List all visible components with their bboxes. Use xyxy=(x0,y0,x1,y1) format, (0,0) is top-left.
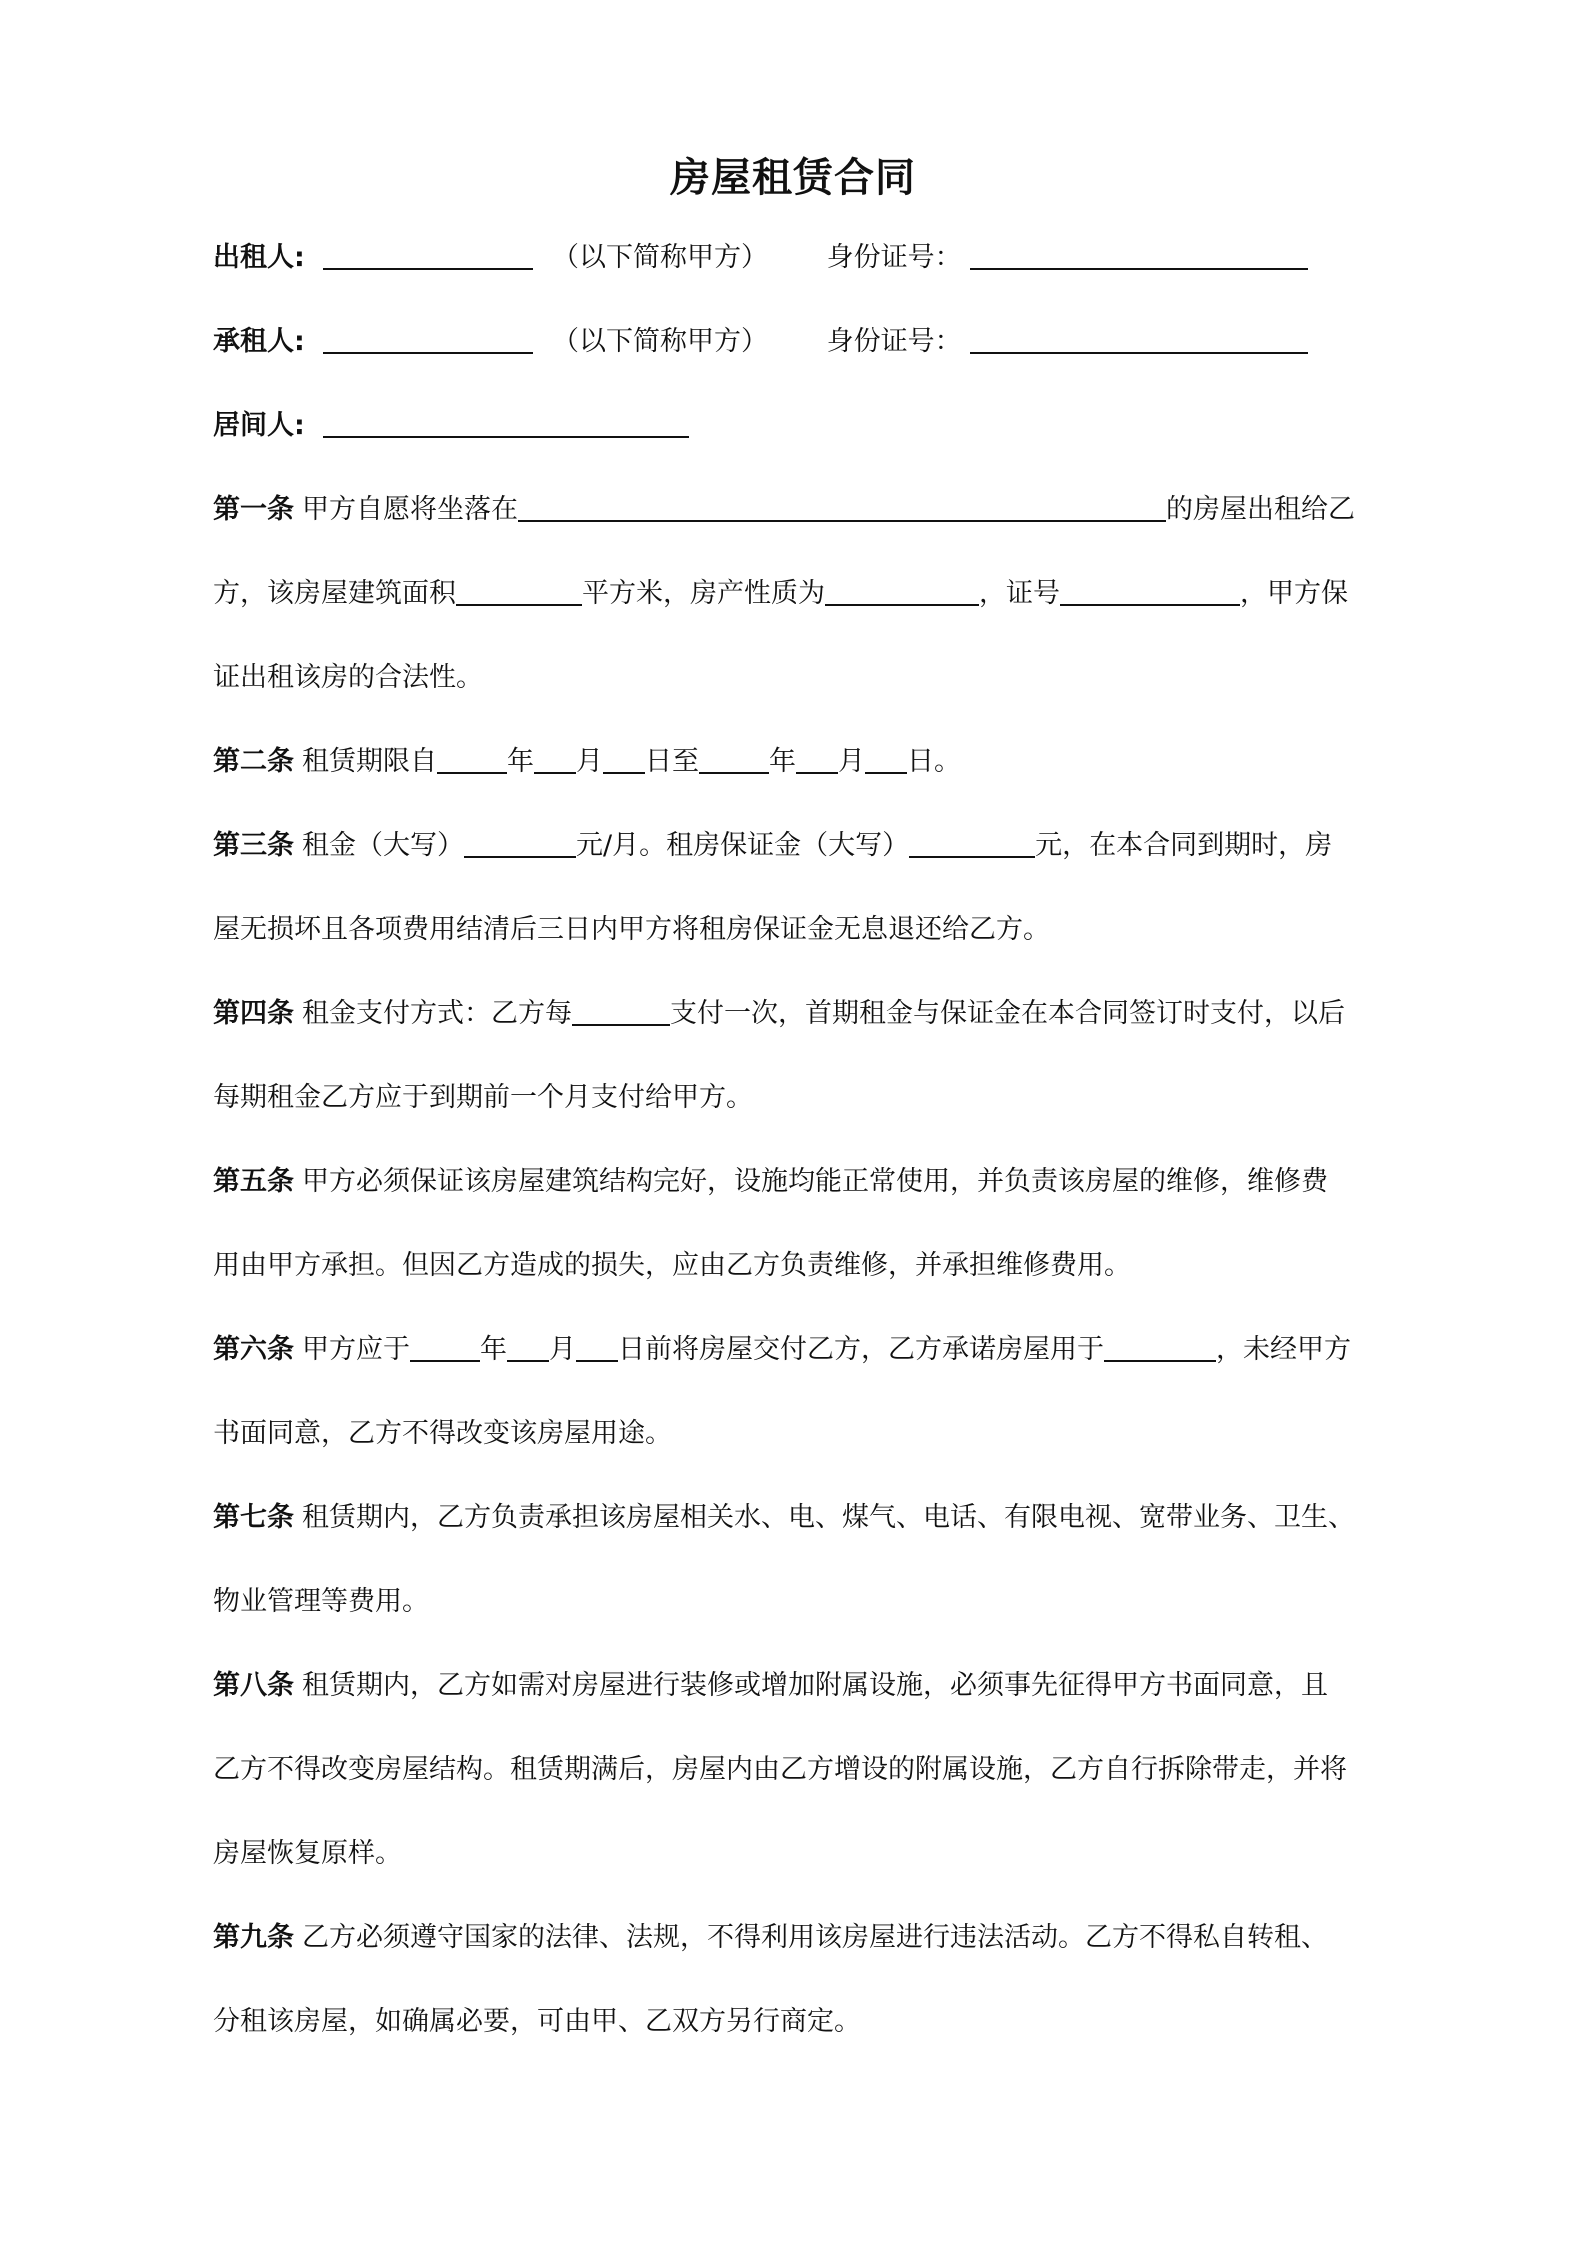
article-6-label: 第六条 xyxy=(213,1334,294,1365)
article-3-label: 第三条 xyxy=(213,830,294,861)
article-8-line-2 xyxy=(213,1748,1383,1792)
payment-period-blank[interactable] xyxy=(572,994,670,1026)
article-5-line-2 xyxy=(213,1244,1383,1288)
article-8-label: 第八条 xyxy=(213,1670,294,1701)
handover-month-blank[interactable] xyxy=(507,1330,549,1362)
document-title: 房屋租赁合同 xyxy=(670,155,916,201)
article-5-line-1 xyxy=(213,1160,1383,1204)
lessor-id-label: 身份证号： xyxy=(826,242,962,273)
article-1-text: ，证号 xyxy=(979,578,1060,609)
article-6-text: ，未经甲方 xyxy=(1216,1334,1351,1365)
article-2-text: 租赁期限自 xyxy=(302,746,437,777)
lessor-name-blank[interactable] xyxy=(323,238,533,270)
lessee-abbrev: （以下简称甲方） xyxy=(552,326,768,357)
article-2-text: 日至 xyxy=(645,746,699,777)
article-3-text: 元，在本合同到期时，房 xyxy=(1035,830,1333,861)
end-month-blank[interactable] xyxy=(796,742,838,774)
deposit-blank[interactable] xyxy=(909,826,1035,858)
lessee-label: 承租人: xyxy=(213,326,305,357)
article-5-text: 用由甲方承担。但因乙方造成的损失，应由乙方负责维修，并承担维修费用。 xyxy=(213,1250,1131,1281)
handover-day-blank[interactable] xyxy=(576,1330,618,1362)
handover-year-blank[interactable] xyxy=(410,1330,480,1362)
article-1-text: ，甲方保 xyxy=(1240,578,1348,609)
lessor-label: 出租人: xyxy=(213,242,305,273)
article-8-text: 房屋恢复原样。 xyxy=(213,1838,402,1869)
article-6-text: 甲方应于 xyxy=(302,1334,410,1365)
article-4-text: 每期租金乙方应于到期前一个月支付给甲方。 xyxy=(213,1082,753,1113)
agent-name-blank[interactable] xyxy=(323,406,689,438)
year-label: 年 xyxy=(480,1334,507,1365)
article-4-line-1 xyxy=(213,992,1383,1036)
month-label: 月 xyxy=(576,746,603,777)
end-year-blank[interactable] xyxy=(699,742,769,774)
article-9-label: 第九条 xyxy=(213,1922,294,1953)
article-7-line-2 xyxy=(213,1580,1383,1624)
article-1-text: 甲方自愿将坐落在 xyxy=(302,494,518,525)
article-1-label: 第一条 xyxy=(213,494,294,525)
article-7-text: 租赁期内，乙方负责承担该房屋相关水、电、煤气、电话、有限电视、宽带业务、卫生、 xyxy=(302,1502,1355,1533)
lessor-abbrev: （以下简称甲方） xyxy=(552,242,768,273)
article-1-text: 证出租该房的合法性。 xyxy=(213,662,483,693)
floor-area-blank[interactable] xyxy=(456,574,582,606)
article-6-text: 书面同意，乙方不得改变该房屋用途。 xyxy=(213,1418,672,1449)
article-3-text: 元/月。租房保证金（大写） xyxy=(576,830,910,861)
article-4-text: 租金支付方式：乙方每 xyxy=(302,998,572,1029)
certificate-number-blank[interactable] xyxy=(1060,574,1240,606)
article-8-text: 乙方不得改变房屋结构。租赁期满后，房屋内由乙方增设的附属设施，乙方自行拆除带走，并将 xyxy=(213,1754,1347,1785)
article-5-text: 甲方必须保证该房屋建筑结构完好，设施均能正常使用，并负责该房屋的维修，维修费 xyxy=(302,1166,1328,1197)
property-address-blank[interactable] xyxy=(518,490,1166,522)
article-2-text: 日。 xyxy=(907,746,961,777)
article-8-line-3 xyxy=(213,1832,1383,1876)
article-7-line-1 xyxy=(213,1496,1383,1540)
property-nature-blank[interactable] xyxy=(825,574,979,606)
article-1-text: 方，该房屋建筑面积 xyxy=(213,578,456,609)
agent-row xyxy=(213,404,1383,448)
article-6-line-2 xyxy=(213,1412,1383,1456)
article-1-line-3 xyxy=(213,656,1383,700)
article-2-label: 第二条 xyxy=(213,746,294,777)
lessee-row xyxy=(213,320,1383,364)
article-9-line-1 xyxy=(213,1916,1383,1960)
article-1-text: 的房屋出租给乙 xyxy=(1166,494,1355,525)
article-6-text: 日前将房屋交付乙方，乙方承诺房屋用于 xyxy=(618,1334,1104,1365)
month-label: 月 xyxy=(838,746,865,777)
article-1-line-2 xyxy=(213,572,1383,616)
lessor-id-blank[interactable] xyxy=(970,238,1308,270)
lessee-id-blank[interactable] xyxy=(970,322,1308,354)
article-4-text: 支付一次，首期租金与保证金在本合同签订时支付，以后 xyxy=(670,998,1345,1029)
article-1-line-1 xyxy=(213,488,1383,532)
article-9-text: 乙方必须遵守国家的法律、法规，不得利用该房屋进行违法活动。乙方不得私自转租、 xyxy=(302,1922,1328,1953)
start-month-blank[interactable] xyxy=(534,742,576,774)
article-8-text: 租赁期内，乙方如需对房屋进行装修或增加附属设施，必须事先征得甲方书面同意，且 xyxy=(302,1670,1328,1701)
year-label: 年 xyxy=(507,746,534,777)
article-3-text: 租金（大写） xyxy=(302,830,464,861)
lessee-name-blank[interactable] xyxy=(323,322,533,354)
article-7-label: 第七条 xyxy=(213,1502,294,1533)
monthly-rent-blank[interactable] xyxy=(464,826,576,858)
article-8-line-1 xyxy=(213,1664,1383,1708)
article-9-text: 分租该房屋，如确属必要，可由甲、乙双方另行商定。 xyxy=(213,2006,861,2037)
lessor-row xyxy=(213,236,1383,280)
lessee-id-label: 身份证号： xyxy=(826,326,962,357)
article-3-text: 屋无损坏且各项费用结清后三日内甲方将租房保证金无息退还给乙方。 xyxy=(213,914,1050,945)
article-4-line-2 xyxy=(213,1076,1383,1120)
article-3-line-2 xyxy=(213,908,1383,952)
year-label: 年 xyxy=(769,746,796,777)
start-year-blank[interactable] xyxy=(437,742,507,774)
month-label: 月 xyxy=(549,1334,576,1365)
usage-purpose-blank[interactable] xyxy=(1104,1330,1216,1362)
article-5-label: 第五条 xyxy=(213,1166,294,1197)
article-6-line-1 xyxy=(213,1328,1383,1372)
article-2-line-1 xyxy=(213,740,1383,784)
article-4-label: 第四条 xyxy=(213,998,294,1029)
article-3-line-1 xyxy=(213,824,1383,868)
article-9-line-2 xyxy=(213,2000,1383,2044)
agent-label: 居间人: xyxy=(213,410,305,441)
end-day-blank[interactable] xyxy=(865,742,907,774)
article-7-text: 物业管理等费用。 xyxy=(213,1586,429,1617)
start-day-blank[interactable] xyxy=(603,742,645,774)
article-1-text: 平方米，房产性质为 xyxy=(582,578,825,609)
